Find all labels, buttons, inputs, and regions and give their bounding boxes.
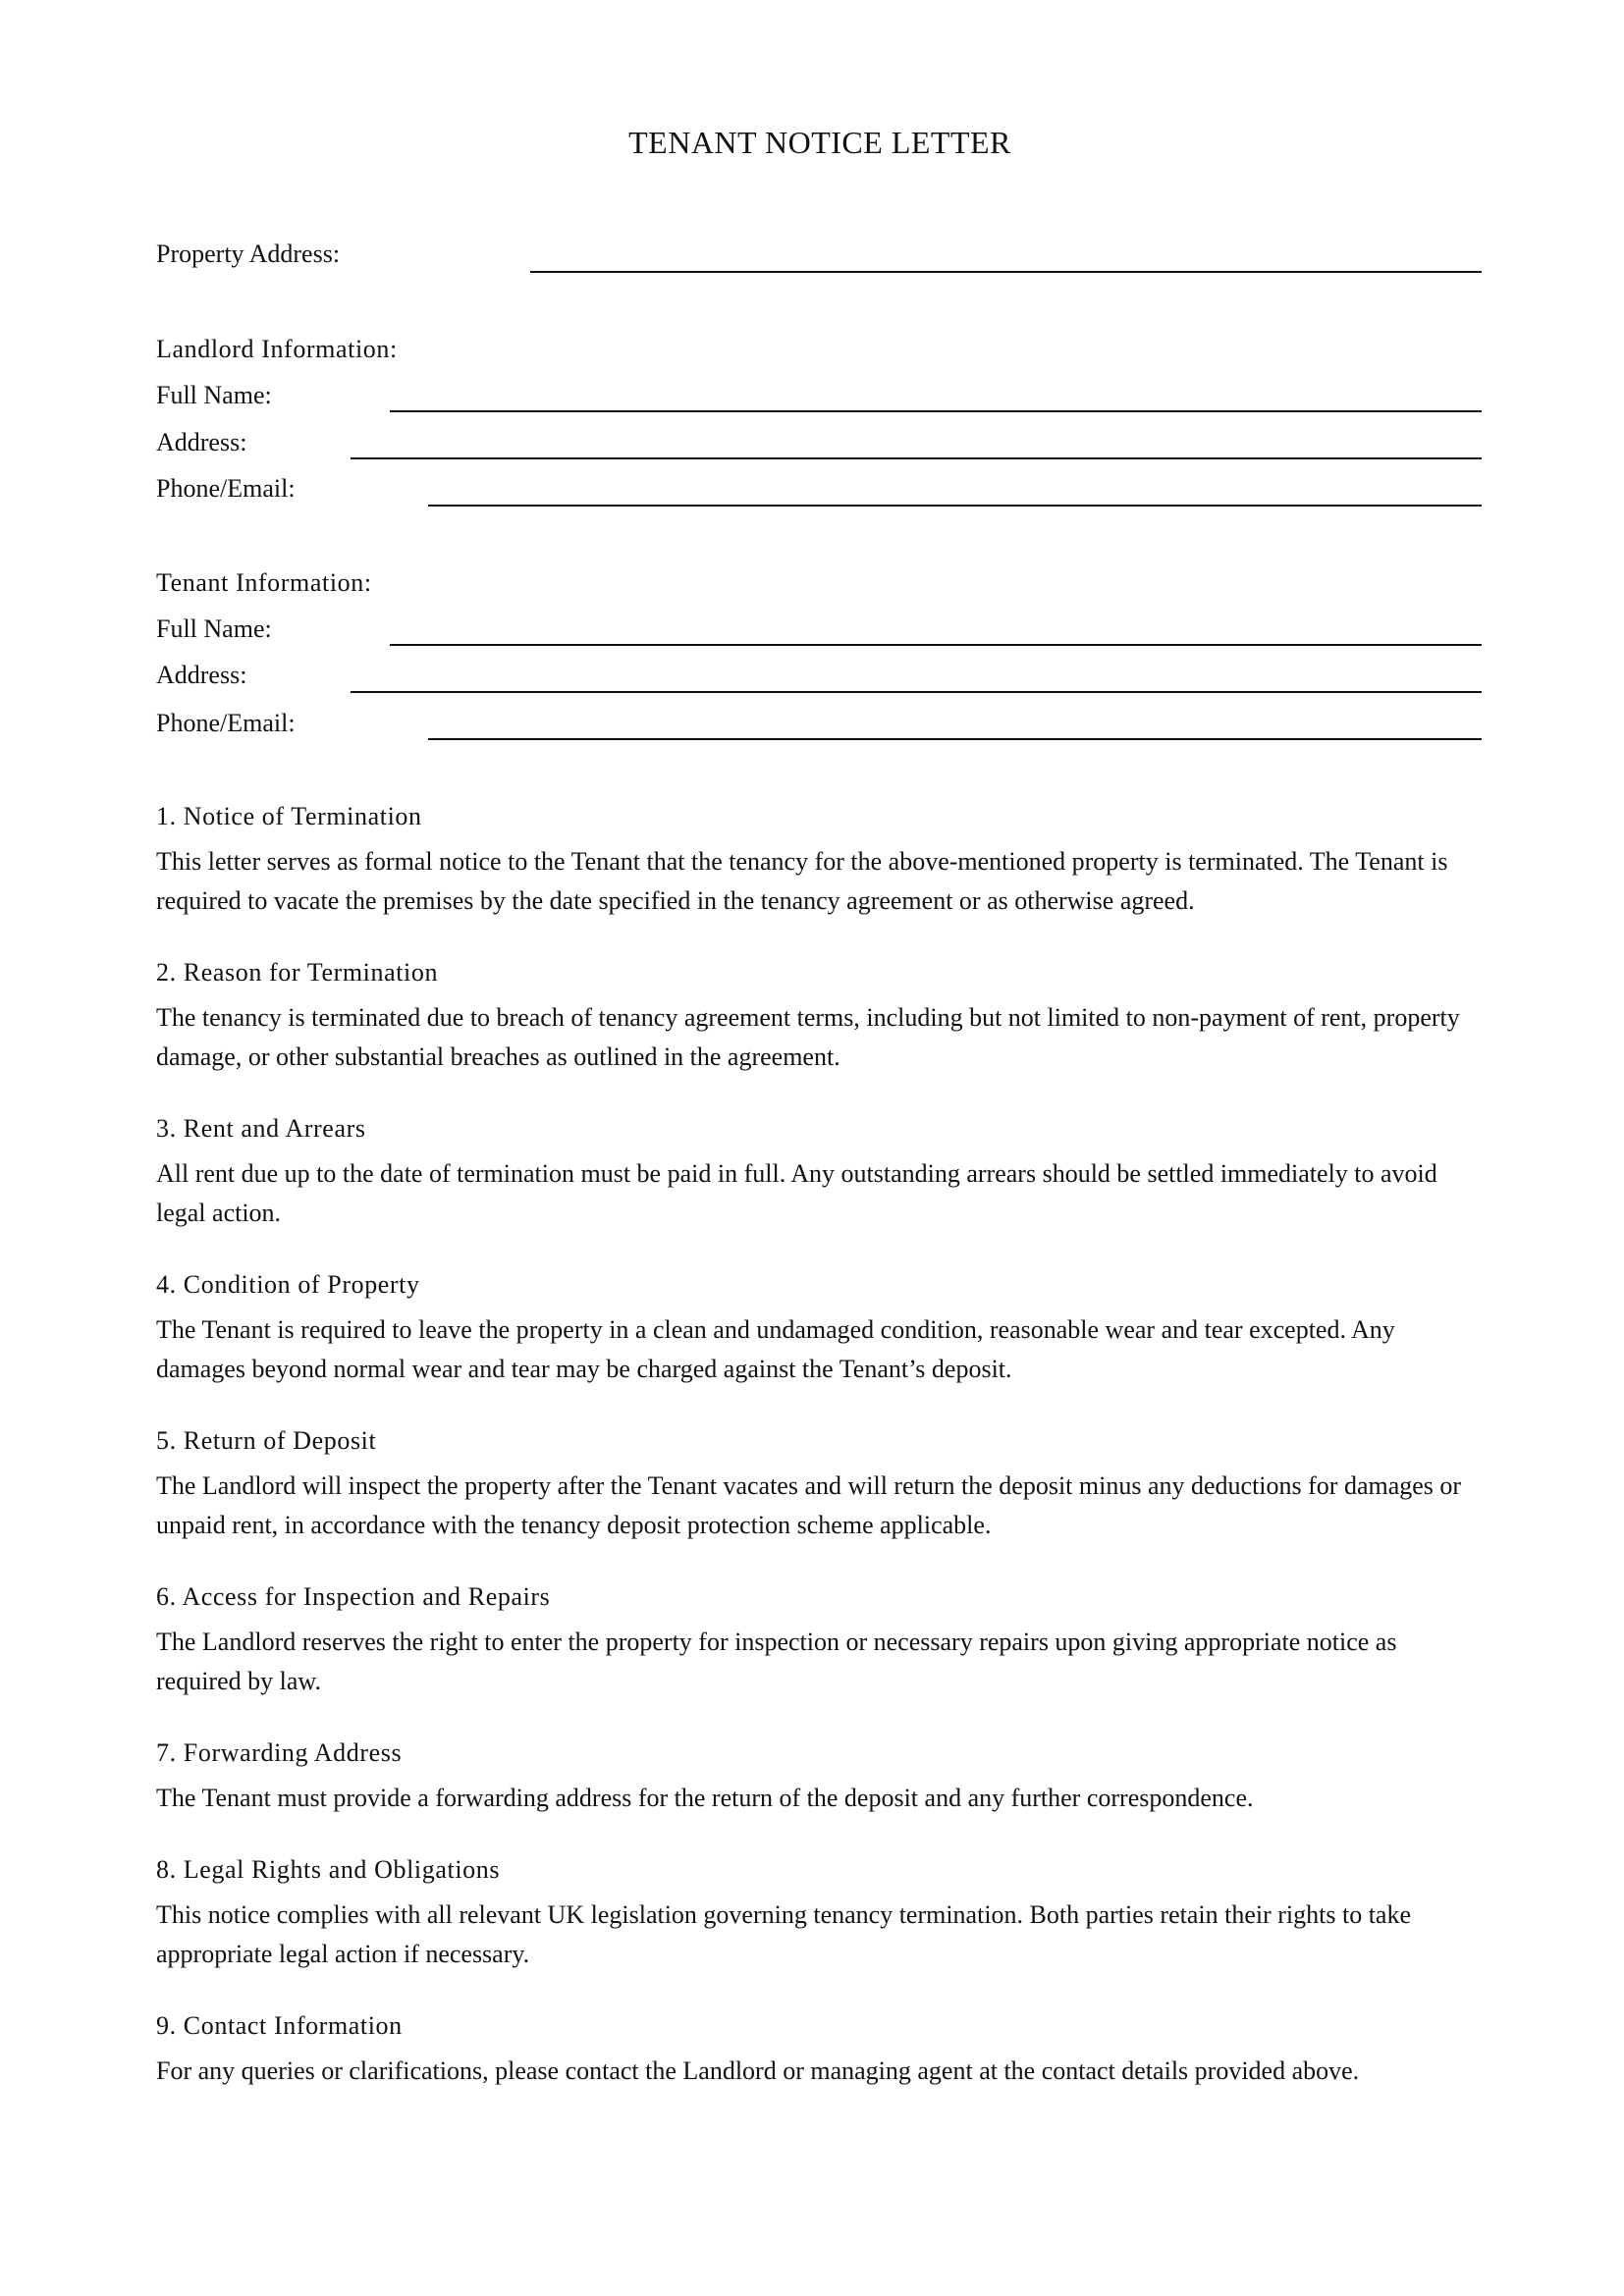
section-6-heading: 6. Access for Inspection and Repairs xyxy=(156,1582,551,1611)
section-4-heading: 4. Condition of Property xyxy=(156,1270,420,1299)
tenant-address-label: Address: xyxy=(156,661,247,689)
tenant-phone-email-label: Phone/Email: xyxy=(156,709,296,737)
section-4-body: The Tenant is required to leave the property in a clean and undamaged condition, reasonable wear and tear excepted. Any damages beyond normal wear and tear may be charged against the Tenant’s deposit. xyxy=(156,1315,1395,1383)
landlord-phone-email-field[interactable] xyxy=(428,505,1482,507)
landlord-full-name-label: Full Name: xyxy=(156,381,272,409)
section-9-body: For any queries or clarifications, please contact the Landlord or managing agent at the contact details provided above. xyxy=(156,2056,1360,2085)
section-7-heading: 7. Forwarding Address xyxy=(156,1738,403,1767)
section-3-heading: 3. Rent and Arrears xyxy=(156,1114,366,1143)
section-8-body: This notice complies with all relevant UK legislation governing tenancy termination. Both parties retain their rights to take appropriate legal action if necessary. xyxy=(156,1900,1411,1968)
property-address-field[interactable] xyxy=(530,271,1482,273)
tenant-phone-email-field[interactable] xyxy=(428,738,1482,740)
landlord-full-name-field[interactable] xyxy=(390,410,1482,412)
section-2-heading: 2. Reason for Termination xyxy=(156,958,439,987)
section-9-heading: 9. Contact Information xyxy=(156,2011,403,2040)
tenant-full-name-label: Full Name: xyxy=(156,614,272,643)
section-2-body: The tenancy is terminated due to breach of tenancy agreement terms, including but not limited to non-payment of rent, property damage, or other substantial breaches as outlined in the agreement. xyxy=(156,1003,1460,1071)
landlord-address-field[interactable] xyxy=(351,457,1482,459)
section-1-body: This letter serves as formal notice to the Tenant that the tenancy for the above-mentioned property is terminated. The Tenant is required to vacate the premises by the date specified in the tenancy agreement or as otherwise agreed. xyxy=(156,847,1448,915)
landlord-phone-email-label: Phone/Email: xyxy=(156,474,296,503)
section-7-body: The Tenant must provide a forwarding address for the return of the deposit and any further correspondence. xyxy=(156,1784,1254,1812)
document-title: TENANT NOTICE LETTER xyxy=(628,125,1011,160)
section-5-heading: 5. Return of Deposit xyxy=(156,1426,377,1455)
tenant-address-field[interactable] xyxy=(351,691,1482,693)
tenant-information-heading: Tenant Information: xyxy=(156,568,372,597)
section-3-body: All rent due up to the date of termination must be paid in full. Any outstanding arrears should be settled immediately to avoid legal action. xyxy=(156,1159,1437,1227)
section-1-heading: 1. Notice of Termination xyxy=(156,802,422,830)
section-5-body: The Landlord will inspect the property after the Tenant vacates and will return the deposit minus any deductions for damages or unpaid rent, in accordance with the tenancy deposit protection scheme applicable. xyxy=(156,1471,1462,1539)
property-address-label: Property Address: xyxy=(156,240,341,268)
landlord-information-heading: Landlord Information: xyxy=(156,335,398,363)
landlord-address-label: Address: xyxy=(156,428,247,456)
tenant-full-name-field[interactable] xyxy=(390,644,1482,646)
section-6-body: The Landlord reserves the right to enter the property for inspection or necessary repairs upon giving appropriate notice as required by law. xyxy=(156,1628,1397,1695)
section-8-heading: 8. Legal Rights and Obligations xyxy=(156,1855,501,1884)
